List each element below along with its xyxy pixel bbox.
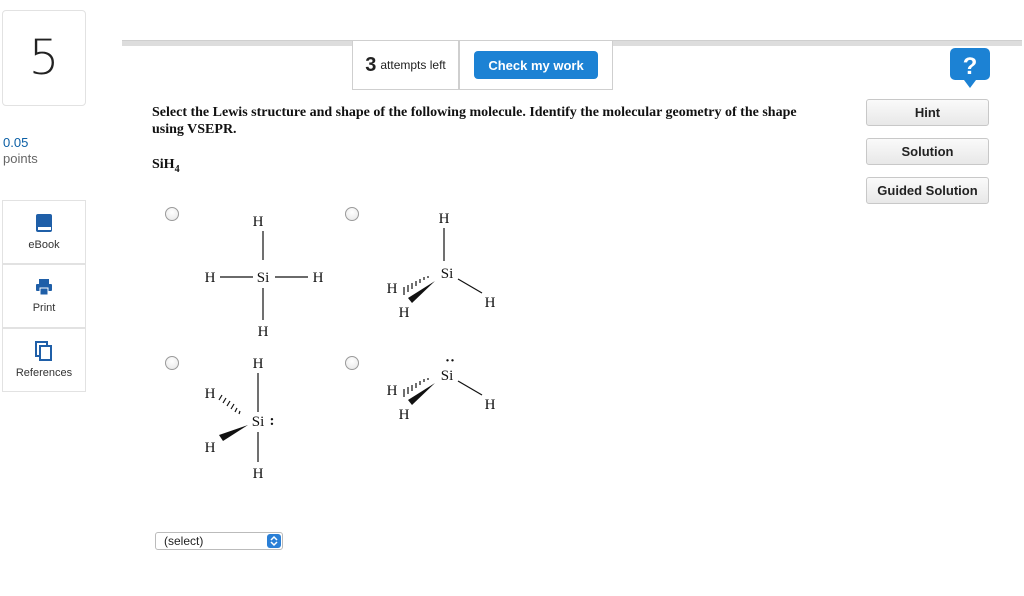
atom-label: Si [440,266,454,282]
option-radio-3[interactable] [165,356,179,370]
hint-button[interactable]: Hint [866,99,989,126]
help-icon[interactable] [950,48,990,88]
printer-icon [35,278,53,296]
check-my-work-button[interactable]: Check my work [474,51,598,79]
attempts-count: 3 [365,53,377,76]
question-text: Select the Lewis structure and shape of the following molecule. Identify the molecular geometry of the shape using VSEPR. [152,105,797,137]
atom-label: H [386,281,398,297]
lewis-structure-option-1 [195,205,345,350]
check-work-container [459,40,613,90]
attempts-label: attempts left [380,58,446,72]
points-value: 0.05 [3,135,29,150]
formula-subscript: 4 [174,163,180,175]
lone-pair: ·· [444,353,456,369]
geometry-select[interactable] [155,532,283,550]
atom-label: H [252,356,264,372]
atom-label: Si [440,368,454,384]
sidebar-item-label: Print [32,302,56,314]
atom-label: H [257,324,269,340]
atom-label: H [398,305,410,321]
sidebar-item-references[interactable] [2,328,86,392]
option-radio-4[interactable] [345,356,359,370]
sidebar-item-label: eBook [28,239,60,251]
question-number: 5 [2,10,86,106]
molecule-formula [152,157,180,175]
atom-label: H [438,211,450,227]
book-icon [35,213,53,233]
atom-label: H [252,214,264,230]
lewis-structure-option-3 [195,350,315,485]
select-value: (select) [164,534,204,548]
guided-solution-button[interactable]: Guided Solution [866,177,989,204]
sidebar-item-print[interactable] [2,264,86,328]
sidebar-item-ebook[interactable] [2,200,86,264]
svg-text:?: ? [962,53,978,80]
attempts-box [352,40,459,90]
lewis-structure-option-4 [380,350,505,430]
atom-label: H [398,407,410,423]
atom-label: Si [251,414,265,430]
lewis-structure-option-2 [380,205,505,325]
points-box [3,135,38,167]
option-radio-2[interactable] [345,207,359,221]
sidebar-item-label: References [15,367,73,379]
atom-label: H [386,383,398,399]
atom-label: H [204,386,216,402]
references-icon [35,341,53,361]
atom-label: H [484,295,496,311]
solution-button[interactable]: Solution [866,138,989,165]
option-radio-1[interactable] [165,207,179,221]
atom-label: H [252,466,264,482]
atom-label: H [312,270,324,286]
atom-label: Si [256,270,270,286]
chevron-updown-icon [267,534,281,548]
atom-label: H [484,397,496,413]
atom-label: H [204,440,216,456]
formula-base: SiH [152,157,175,172]
lone-pair: : [269,413,275,429]
points-label: points [3,151,38,166]
atom-label: H [204,270,216,286]
